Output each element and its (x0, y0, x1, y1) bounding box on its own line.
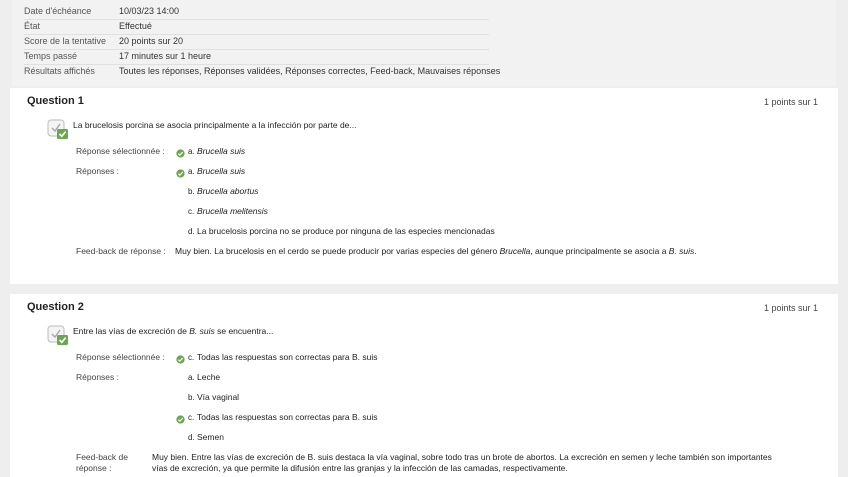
feedback-part: Muy bien. La brucelosis en el cerdo se puede producir por varias especies del género (175, 246, 500, 256)
feedback-part: B. suis (668, 246, 695, 256)
summary-key: État (24, 21, 41, 31)
answer-option-d (188, 432, 224, 442)
summary-row-score (24, 34, 489, 50)
answer-option-c (188, 206, 268, 216)
summary-key: Score de la tentative (24, 36, 107, 46)
check-icon (176, 149, 185, 158)
summary-row-state (24, 19, 489, 35)
answer-letter: c. (188, 353, 195, 362)
feedback-part: Brucella (499, 246, 531, 256)
check-icon (176, 415, 185, 424)
selected-answer-label: Réponse sélectionnée : (76, 352, 165, 362)
answer-letter: b. (188, 393, 195, 402)
answer-letter: d. (188, 227, 195, 236)
question-text-part: B. suis (189, 326, 215, 336)
check-icon (176, 355, 185, 364)
answer-text: Vía vaginal (197, 392, 240, 402)
answer-option-a (188, 166, 245, 176)
summary-value: Toutes les réponses, Réponses validées, Réponses correctes, Feed-back, Mauvaises réponses (119, 66, 501, 76)
attempt-summary (12, 0, 836, 86)
answer-text: La brucelosis porcina no se produce por ninguna de las especies mencionadas (197, 226, 495, 236)
answer-letter: c. (188, 207, 195, 216)
answer-text: Brucella suis (197, 166, 246, 176)
feedback-text (175, 246, 697, 256)
feedback-text (152, 452, 772, 474)
question-correct-icon (47, 324, 69, 346)
feedback-label (76, 452, 128, 474)
summary-key: Date d'échéance (24, 6, 92, 16)
answers-label: Réponses : (76, 166, 119, 176)
answer-letter: a. (188, 147, 195, 156)
answer-text: Brucella suis (197, 146, 246, 156)
question-2 (10, 294, 838, 477)
summary-value: 17 minutes sur 1 heure (119, 51, 212, 61)
summary-row-due-date (24, 4, 489, 20)
answer-option-d (188, 226, 495, 236)
answer-letter: b. (188, 187, 195, 196)
summary-value: Effectué (119, 21, 152, 31)
selected-answer (188, 146, 245, 156)
answer-option-a (188, 372, 220, 382)
answer-text: Todas las respuestas son correctas para B. suis (197, 352, 378, 362)
selected-answer (188, 352, 377, 362)
check-icon (176, 169, 185, 178)
feedback-label: Feed-back de réponse : (76, 246, 166, 256)
answer-letter: d. (188, 433, 195, 442)
answer-text: Brucella abortus (197, 186, 259, 196)
answer-text: Brucella melitensis (197, 206, 268, 216)
answer-option-b (188, 392, 239, 402)
feedback-part: , aunque principalmente se asocia a (530, 246, 669, 256)
answer-text: Leche (197, 372, 221, 382)
answer-letter: a. (188, 167, 195, 176)
feedback-label-line: réponse : (76, 463, 112, 473)
feedback-label-line: Feed-back de (76, 452, 128, 462)
feedback-line: Muy bien. Entre las vías de excreción de B. suis destaca la vía vaginal, sobre todo tras un brote de abortos. La excreción en semen y leche también son importantes (152, 452, 772, 462)
feedback-part: . (694, 246, 697, 256)
question-text-part: se encuentra... (214, 326, 274, 336)
summary-key: Temps passé (24, 51, 78, 61)
answer-letter: c. (188, 413, 195, 422)
answer-option-c (188, 412, 377, 422)
question-text-part: Entre las vías de excreción de (73, 326, 190, 336)
answer-letter: a. (188, 373, 195, 382)
summary-value: 20 points sur 20 (119, 36, 184, 46)
question-title: Question 2 (27, 301, 84, 313)
summary-row-time (24, 49, 489, 65)
summary-value: 10/03/23 14:00 (119, 6, 180, 16)
question-score: 1 points sur 1 (763, 97, 818, 107)
feedback-line: vías de excreción, ya que permite la difusión entre las granjas y la infección de las camadas, respectivamente. (152, 463, 568, 473)
summary-row-results (24, 64, 501, 79)
question-1 (10, 88, 838, 284)
answers-label: Réponses : (76, 372, 119, 382)
question-text: La brucelosis porcina se asocia principalmente a la infección por parte de... (73, 120, 357, 130)
selected-answer-label: Réponse sélectionnée : (76, 146, 165, 156)
summary-key: Résultats affichés (24, 66, 95, 76)
question-text (73, 326, 273, 336)
question-title: Question 1 (27, 95, 84, 107)
answer-text: Semen (197, 432, 224, 442)
answer-text: Todas las respuestas son correctas para B. suis (197, 412, 378, 422)
answer-option-b (188, 186, 258, 196)
question-correct-icon (47, 118, 69, 140)
question-score: 1 points sur 1 (763, 303, 818, 313)
